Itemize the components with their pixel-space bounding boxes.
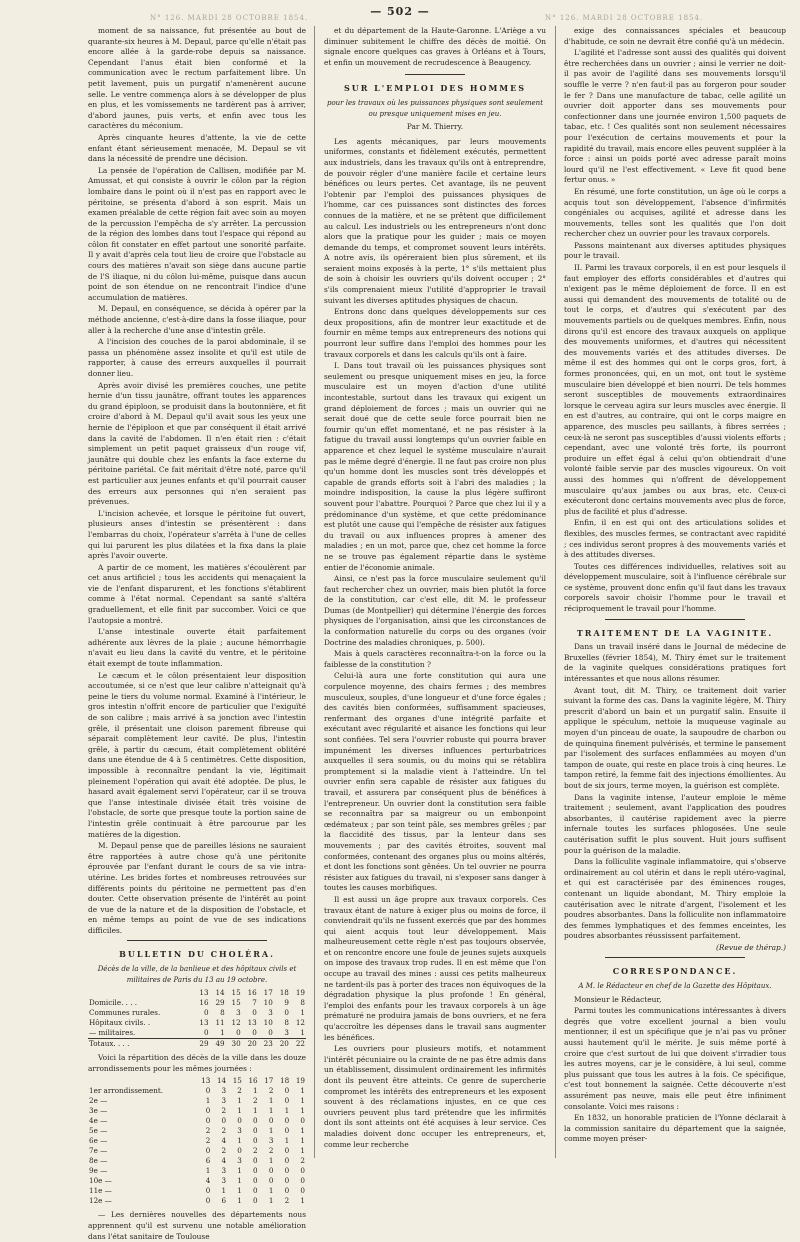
table-cell: 8	[300, 998, 305, 1008]
table-cell: 2	[284, 1196, 290, 1206]
paragraph: Voici la répartition des décès de la ville dans les douze arrondissements pour les mêmes journées :	[88, 1053, 306, 1073]
section-title-correspondance: CORRESPONDANCE.	[612, 966, 738, 977]
table-cell: 29	[215, 998, 225, 1008]
paragraph: En 1832, un honorable praticien de l'Yonne déclarait à la commission sanitaire du département que la saignée, comme moyen préser-	[564, 1113, 786, 1144]
section-rule	[605, 619, 745, 620]
table-cell: 20	[242, 1039, 258, 1050]
row-label: 5e —	[89, 1126, 108, 1136]
table-cell: 3	[268, 1008, 273, 1018]
table-cell: 1	[220, 1028, 225, 1038]
table-cell: 0	[253, 1136, 258, 1146]
table-cell: 3	[236, 1008, 241, 1018]
table-cell: 0	[268, 1176, 274, 1186]
table-cell: 22	[290, 1039, 306, 1050]
section-title-cholera: BULLETIN DU CHOLÉRA.	[119, 949, 275, 960]
day-header: 13	[201, 1076, 211, 1086]
table-cell: 0	[253, 1196, 258, 1206]
table-cell: 7	[252, 998, 257, 1008]
source-citation: (Revue de thérap.)	[716, 942, 786, 952]
table-cell: 16	[199, 998, 209, 1008]
article-subtitle: pour les travaux où les puissances physiques sont seulement ou presque uniquement mises en jeu.	[326, 98, 544, 118]
table-cell: 0	[253, 1156, 258, 1166]
table-cell: 1	[268, 1106, 274, 1116]
row-label: 4e —	[89, 1116, 108, 1126]
table-cell: 1	[205, 1096, 211, 1106]
table-cell: 2	[221, 1146, 227, 1156]
table-cell: 1	[205, 1166, 211, 1176]
paragraph: Dans un travail inséré dans le Journal de médecine de Bruxelles (février 1854), M. Thiry émet sur le traitement de la vaginite quelques considérations pratiques fort intéressantes et que nous allons résumer.	[564, 642, 786, 684]
table-body	[88, 1086, 306, 1206]
table-cell: 1	[300, 1196, 305, 1206]
article-title: SUR L'EMPLOI DES HOMMES	[343, 83, 527, 94]
table-cell: 1	[237, 1096, 242, 1106]
paragraph: Parmi toutes les communications intéressantes à divers degrés que votre excellent journal a bien voulu mentionner, il est un spécifique que je n'ai pas vu prôner aussi hautement qu'il le mérite. Je suis même porté à croire que c'est surtout de lui que doivent s'irradier tous les autres moyens, car je le considère, à lui seul, comme plus puissant que tous les autres à la fois. Ce spécifique, c'est tout bonnement la saignée. Cette découverte n'est assurément pas neuve, mais elle peut être infiniment consolante. Voici mes raisons :	[564, 1006, 786, 1111]
paragraph: Mais à quels caractères reconnaîtra-t-on la force ou la faiblesse de la constitution ?	[324, 649, 546, 669]
table-cell: 2	[253, 1096, 258, 1106]
table-cell: 1	[253, 1086, 258, 1096]
paragraph: Avant tout, dit M. Thiry, ce traitement doit varier suivant la forme des cas. Dans la vaginite légère, M. Thiry prescrit d'abord un bain et un purgatif salin. Ensuite il applique le spéculum, nettoie la muqueuse vaginale au moyen d'un pinceau de ouate, la saupoudre de charbon ou de quinquina finement pulvérisés, et termine le pansement par l'isolement des surfaces enflammées au moyen d'un tampon de ouate, qui reste en place trois à cinq heures. Le tampon retiré, la femme fait des injections émollientes. Au bout de six jours, terme moyen, la guérison est complète.	[564, 685, 786, 790]
table-cell: 0	[253, 1166, 258, 1176]
table-cell: 0	[253, 1116, 258, 1126]
table-cell: 3	[221, 1086, 227, 1096]
table-cell: 0	[252, 1028, 257, 1038]
table-cell: 2	[205, 1126, 211, 1136]
table-cell: 0	[204, 1008, 209, 1018]
table-header-row	[88, 1076, 306, 1086]
table-cell: 2	[300, 1156, 305, 1166]
table-row	[88, 1096, 306, 1106]
table-cell: 12	[295, 1018, 305, 1028]
table-cell: 1	[268, 1126, 274, 1136]
row-label: Communes rurales.	[89, 1008, 161, 1018]
day-header: 19	[295, 1076, 305, 1086]
table-cell: 1	[284, 1106, 290, 1116]
paragraph: En résumé, une forte constitution, un âge où le corps a acquis tout son développement, l'absence d'infirmités congéniales ou acquises, agilité et adresse dans les mouvements, telles sont les qualités que l'on doit rechercher chez un ouvrier pour les travaux corporels.	[564, 186, 786, 239]
table-cell: 2	[268, 1086, 274, 1096]
table-cell: 0	[284, 1086, 290, 1096]
table-cell: 2	[221, 1106, 227, 1116]
table-cell: 6	[205, 1156, 211, 1166]
table-cell: 1	[237, 1186, 242, 1196]
table-row	[88, 1186, 306, 1196]
table-cell: 0	[300, 1166, 305, 1176]
table-row	[88, 1018, 306, 1028]
row-label: 11e —	[89, 1186, 112, 1196]
paragraph: moment de sa naissance, fut présentée au bout de quarante-six heures à M. Depaul, parce qu'elle n'était pas encore allée à la garde-robe depuis sa naissance. Cependant l'anus était bien conformé et la communication avec le rectum parfaitement libre. Un petit lavement, puis un purgatif n'amenèrent aucune selle. Le ventre commença alors à se développer de plus en plus, et les vomissements ne tardèrent pas à arriver, d'abord jaunes, puis verts, et enfin avec tous les caractères du méconium.	[88, 26, 306, 131]
table-cell: 0	[284, 1146, 290, 1156]
section-subtitle: Décès de la ville, de la banlieue et des hôpitaux civils et militaires de Paris du 13 au 19 octobre.	[97, 965, 297, 984]
paragraph: Le cæcum et le côlon présentaient leur disposition accoutumée, si ce n'est que leur calibre n'atteignait qu'à peine le tiers du volume normal. Examiné à l'intérieur, le gros intestin n'offrit encore de particulier que l'exiguïté de son calibre ; mais arrivé à sa jonction avec l'intestin grêle, il présentait une cloison parement fibreuse qui séparait complètement leur cavité. De plus, l'intestin grêle, à partir du cæcum, était complètement oblitéré dans une étendue de 4 à 5 centimètres. Cette disposition, impossible à reconnaître pendant la vie, légitimait pleinement l'opération qui avait été adoptée. De plus, le hasard avait également servi l'opérateur, car il se trouva que l'anse intestinale divisée était très voisine de l'obstacle, de sorte que presque toute la portion saine de l'intestin grêle continuait à être parcourue par les matières de la digestion.	[88, 670, 306, 839]
paragraph: M. Depaul, en conséquence, se décida à opérer par la méthode ancienne, c'est-à-dire dans la fosse iliaque, pour aller à la recherche d'une anse d'intestin grêle.	[88, 304, 306, 335]
paragraph: Celui-là aura une forte constitution qui aura une corpulence moyenne, des chairs fermes ; des membres musculeux, souples, d'une longueur et d'une force égales ; des cavités bien conformées, suffisamment spacieuses, renfermant des organes d'une intégrité parfaite et exécutant avec régularité et aisance les fonctions qui leur sont confiées. Tel sera l'ouvrier robuste qui pourra braver impunément les diverses influences perturbatrices auxquelles il sera soumis, ou du moins qui se rétablira promptement si la maladie vient à l'atteindre. Un tel ouvrier enfin sera capable de résister aux fatigues du travail, et assurera par conséquent plus de bénéfices à l'entrepreneur. Un ouvrier dont la constitution sera faible se reconnaîtra par sa maigreur ou un embonpoint œdémateux ; par son teint pâle, ses membres grêles ; par la flaccidité des tissus, par la lenteur dans ses mouvements ; par des cavités étroites, souvent mal conformées, contenant des organes plus ou moins altérés, et dont les fonctions sont gênées. Un tel ouvrier ne pourra résister aux fatigues du travail, ni s'exposer sans danger à toutes les causes morbifiques.	[324, 671, 546, 893]
paragraph: Toutes ces différences individuelles, relatives soit au développement musculaire, soit à l'influence cérébrale sur ce système, prouvent donc enfin qu'il faut dans les travaux corporels savoir choisir l'homme pour le travail et réciproquement le travail pour l'homme.	[564, 561, 786, 614]
row-label: 7e —	[89, 1146, 108, 1156]
paragraph: Après cinquante heures d'attente, la vie de cette enfant étant sérieusement menacée, M. Depaul se vit dans la nécessité de prendre une décision.	[88, 132, 306, 164]
paragraph: L'agilité et l'adresse sont aussi des qualités qui doivent être recherchées dans un ouvrier ; ainsi le verrier ne doit-il pas avoir de l'agilité dans ses mouvements lorsqu'il souffle le verre ? n'en faut-il pas au forgeron pour souder le fer ? Dans une manufacture de tabac, celle agilité un ouvrier doit apporter dans ses mouvements pour confectionner dans une journée environ 1,500 paquets de tabac, etc. ! Ces qualités sont non seulement nécessaires pour l'exécution de certains mouvements et pour la rapidité du travail, mais encore elles peuvent suppléer à la force : ainsi un poids porté avec adresse paraît moins lourd qu'il ne l'est effectivement. « Leve fit quod bene fertur onus. »	[564, 48, 786, 185]
table-cell: 1	[300, 1106, 305, 1116]
table-row	[88, 1166, 306, 1176]
row-label: Totaux. . . .	[88, 1039, 194, 1050]
day-header: 19	[295, 988, 305, 998]
row-label: 10e —	[89, 1176, 112, 1186]
table-cell: 4	[221, 1136, 227, 1146]
bleed-through-text-right: N° 126. MARDI 28 OCTOBRE 1854.	[545, 14, 704, 22]
table-cell: 1	[268, 1196, 274, 1206]
table-cell: 1	[300, 1146, 305, 1156]
table-cell: 1	[237, 1196, 242, 1206]
table-cell: 0	[268, 1028, 273, 1038]
table-cell: 0	[300, 1116, 305, 1126]
paragraph: Les ouvriers pour plusieurs motifs, et notamment l'intérêt pécuniaire ou la crainte de ne pas être admis dans un établissement, dissimulent ordinairement les infirmités dont ils peuvent être atteints. Ce genre de supercherie compromet les intérêts des entrepreneurs et les exposent souvent à des réclamations injustes, en ce que ces ouvriers peuvent plus tard prétendre que les infirmités dont ils sont atteints ont été acquises à leur service. Ces maladies doivent donc occuper les entrepreneurs, et, comme leur recherche	[324, 1044, 546, 1149]
table-cell: 0	[252, 1008, 257, 1018]
table-cell: 3	[221, 1176, 227, 1186]
table-cell: 1	[268, 1156, 274, 1166]
day-header: 14	[215, 988, 225, 998]
table-cell: 49	[210, 1039, 226, 1050]
row-label: 12e —	[89, 1196, 112, 1206]
table-cell: 1	[300, 1096, 305, 1106]
day-header: 18	[279, 988, 289, 998]
table-cell: 0	[237, 1116, 242, 1126]
table-cell: 1	[268, 1096, 274, 1106]
section-title-vaginite: TRAITEMENT DE LA VAGINITE.	[576, 627, 774, 638]
day-header: 15	[232, 1076, 242, 1086]
table-cell: 1	[300, 1126, 305, 1136]
table-cell: 15	[231, 998, 241, 1008]
paragraph: Entrons donc dans quelques développements sur ces deux propositions, afin de montrer leur exactitude et de fournir en même temps aux entrepreneurs des notions qui pourront leur suffire dans l'emploi des hommes pour les travaux corporels et dans les calculs qu'ils ont à faire.	[324, 307, 546, 359]
table-total-row	[88, 1039, 306, 1050]
paragraph: Passons maintenant aux diverses aptitudes physiques pour le travail.	[564, 240, 786, 261]
table-row	[88, 1116, 306, 1126]
table-cell: 2	[237, 1086, 242, 1096]
table-cell: 0	[236, 1028, 241, 1038]
table-cell: 23	[258, 1039, 274, 1050]
table-cell: 0	[284, 1008, 289, 1018]
table-cell: 3	[284, 1028, 289, 1038]
table-cell: 0	[253, 1126, 258, 1136]
row-label: Domicile. . . .	[89, 998, 138, 1008]
letter-salutation: Monsieur le Rédacteur,	[574, 994, 662, 1004]
table-row	[88, 1156, 306, 1166]
paragraph: — Les dernières nouvelles des départements nous apprennent qu'il est survenu une notable amélioration dans l'état sanitaire de Toulouse	[88, 1210, 306, 1241]
table-cell: 3	[221, 1166, 227, 1176]
row-label: 6e —	[89, 1136, 108, 1146]
paragraph: I. Dans tout travail où les puissances physiques sont seulement ou presque uniquement mises en jeu, la force musculaire est un moyen d'action d'une utilité incontestable, surtout dans les travaux qui exigent un grand déploiement de forces ; mais un ouvrier qui ne serait doué que de cette seule force pourrait bien ne fournir qu'un effet momentané, et ne pas résister à la fatigue du travail aussi longtemps qu'un ouvrier faible en apparence et chez lequel le système musculaire n'aurait pas le même degré d'énergie. Il ne faut pas croire non plus qu'un homme dont les muscles sont très développés et capable de grands efforts soit à l'abri des maladies ; la moindre indisposition, la cause la plus légère suffiront souvent pour l'abattre. Pourquoi ? Parce que chez lui il y a prédominance d'un système, et que cette prédominance est plutôt une cause qui l'empêche de résister aux fatigues du travail ou aux influences propres à amener des maladies ; en un mot, parce que, chez cet homme la force ne se trouve pas également répartie dans le système entier de l'économie animale.	[324, 361, 546, 572]
table-cell: 3	[237, 1156, 242, 1166]
paragraph: Ainsi, ce n'est pas la force musculaire seulement qu'il faut rechercher chez un ouvrier, mais bien plutôt la force de la constitution, car c'est elle, dit M. le professeur Dumas (de Montpellier) qui détermine l'énergie des forces physiques de l'organisation, ainsi que les circonstances de la conformation naturelle du corps ou des organes (voir Doctrine des maladies chroniques, p. 500).	[324, 574, 546, 647]
table-cell: 0	[300, 1176, 305, 1186]
table-row	[88, 1136, 306, 1146]
paragraph: Dans la folliculite vaginale inflammatoire, qui s'observe ordinairement au col utérin et dans le repli utéro-vaginal, et qui est caractérisée par des éminences rouges, contenant un liquide abondant, M. Thiry emploie la cautérisation avec le nitrate d'argent, l'isolement et les poudres absorbantes. Dans la folliculite non inflammatoire des femmes lymphatiques et des femmes enceintes, les poudres absorbantes réussissent parfaitement.	[564, 857, 786, 941]
table-row	[88, 1086, 306, 1096]
table-row	[88, 1196, 306, 1206]
table-cell: 0	[205, 1106, 211, 1116]
column-2	[324, 26, 546, 1160]
table-cell: 1	[284, 1136, 290, 1146]
table-cell: 1	[300, 1086, 305, 1096]
day-header: 13	[199, 988, 209, 998]
table-cell: 1	[237, 1106, 242, 1116]
day-header: 15	[231, 988, 241, 998]
row-label: 8e —	[89, 1156, 108, 1166]
table-cell: 10	[263, 1018, 273, 1028]
bleed-through-text-left: N° 126. MARDI 28 OCTOBRE 1854.	[150, 14, 309, 22]
table-cell: 10	[263, 998, 273, 1008]
section-rule	[405, 74, 465, 75]
table-cell: 0	[284, 1176, 290, 1186]
table-cell: 0	[205, 1196, 211, 1206]
page-number: — 502 —	[370, 5, 430, 18]
table-cell: 8	[284, 1018, 289, 1028]
paragraph: A l'incision des couches de la paroi abdominale, il se passa un phénomène assez insolite et qu'il est utile de rapporter, à cause des erreurs auxquelles il pourrait donner lieu.	[88, 337, 306, 378]
paragraph: Dans la vaginite intense, l'auteur emploie le même traitement ; seulement, avant l'application des poudres absorbantes, il cautérise rapidement avec la pierre infernale toutes les surfaces phlogosées. Une seule cautérisation suffit le plus souvent. Huit jours suffisent pour la guérison de la maladie.	[564, 792, 786, 855]
table-cell: 0	[205, 1086, 211, 1096]
paragraph: La pensée de l'opération de Callisen, modifiée par M. Amussat, et qui consiste à ouvrir le côlon par la région lombaire dans le point où il n'est pas en rapport avec le péritoine, se présenta d'abord à son esprit. Mais un examen préalable de cette région fait avec soin au moyen de la percussion l'empêcha de s'y arrêter. La percussion de la région des lombes dans tout l'espace qui répond au côlon fit constater en effet partout une sonorité parfaite. Il y avait d'après cela tout lieu de croire que l'obstacle au cours des matières n'avait son siège dans aucune partie de l'S iliaque, ni du côlon lui-même, puisque dans aucun point de son étendue on ne rencontrait l'indice d'une accumulation de matières.	[88, 165, 306, 302]
table-cell: 0	[284, 1166, 290, 1176]
paragraph: Après avoir divisé les premières couches, une petite hernie d'un tissu jaunâtre, offrant toutes les apparences du grand épiploon, se produisit dans la boutonnière, et fit croire d'abord à M. Depaul qu'il avait sous les yeux une hernie de l'épiploon et que par conséquent il était arrivé dans la cavité de l'abdomen. Il n'en était rien : c'était simplement un petit paquet graisseux d'un rouge vif, jaunâtre qui double chez les enfants la face externe du péritoine pariétal. Ce fait méritait d'être noté, parce qu'il est particulier aux jeunes enfants et qu'il pourrait causer des erreurs aux personnes qui n'en seraient pas prévenues.	[88, 380, 306, 507]
table-cell: 1	[237, 1136, 242, 1146]
table-cell: 1	[300, 1008, 305, 1018]
table-cell: 9	[284, 998, 289, 1008]
table-cell: 4	[221, 1156, 227, 1166]
paragraph: Enfin, il en est qui ont des articulations solides et flexibles, des muscles fermes, se contractant avec rapidité ; ces individus seront propres à des mouvements variés et à des attitudes diverses.	[564, 518, 786, 560]
paragraph: Il est aussi un âge propre aux travaux corporels. Ces travaux étant de nature à exiger plus ou moins de force, il conviendrait qu'ils ne fussent exercés que par des hommes qui aient acquis tout leur développement. Mais malheureusement cette règle n'est pas toujours observée, et on rencontre encore une foule de jeunes sujets auxquels on impose des travaux trop rudes. Il en est même que l'on occupe au travail des mines : aussi ces petits malheureux ne tardent-ils pas à porter des traces non équivoques de la dégradation physique la plus profonde ! En général, l'emploi des enfants pour les travaux corporels à un âge prématuré ne produira jamais de bons ouvriers, et ne fera qu'accroître les dépenses dans le travail sans augmenter les bénéfices.	[324, 894, 546, 1042]
paragraph: Les agents mécaniques, par leurs mouvements uniformes, constants et fidèlement exécutés, permettent aux industriels, dans les travaux qu'ils ont à entreprendre, de pouvoir régler d'une manière facile et certaine leurs bénéfices ou leurs pertes. Cet avantage, ils ne peuvent l'obtenir par l'emploi des puissances physiques de l'homme, car ces puissances sont distinctes des forces connues de la matière, et ne se prêtent que difficilement au calcul. Les industriels ou les entrepreneurs n'ont donc alors que la pratique pour les guider ; mais ce moyen demande du temps, et compromet souvent leurs intérêts. A notre avis, ils opéreraient bien plus sûrement, et ils seraient moins exposés à la perte, 1° s'ils mettaient plus de soin à choisir les ouvriers qu'ils doivent occuper ; 2° s'ils comprenaient mieux l'utilité d'approprier le travail suivant les diverses aptitudes physiques de chacun.	[324, 136, 546, 305]
column-3	[564, 26, 786, 1160]
paragraph: et du département de la Haute-Garonne. L'Ariège a vu diminuer subitement le chiffre des décès de moitié. On signale encore quelques cas graves à Orléans et à Tours, et enfin un mouvement de recrudescence à Beaugency.	[324, 26, 546, 67]
table-cell: 2	[268, 1146, 274, 1156]
paragraph: L'anse intestinale ouverte était parfaitement adhérente aux lèvres de la plaie ; aucune hémorrhagie n'avait eu lieu dans la cavité du ventre, et le péritoine était exempt de toute inflammation.	[88, 627, 306, 669]
paragraph: M. Depaul pense que de pareilles lésions ne sauraient être rapportées à autre chose qu'à une péritonite éprouvée par l'enfant durant le cours de sa vie intra-utérine. Les brides fortes et nombreuses retrouvées sur différents points du péritoine ne permettent pas d'en douter. Cette observation présente de l'intérêt au point de vue de la nature et de la disposition de l'obstacle, et en même temps au point de vue de ses indications difficiles.	[88, 841, 306, 935]
table-cell: 1	[268, 1186, 274, 1196]
table-row	[88, 998, 306, 1008]
table-cell: 1	[300, 1028, 305, 1038]
table-row	[88, 1146, 306, 1156]
table-cell: 0	[284, 1156, 290, 1166]
row-label: 1er arrondissement.	[89, 1086, 164, 1096]
column-divider	[314, 26, 315, 1158]
column-1	[88, 26, 306, 1241]
table-cell: 0	[300, 1186, 305, 1196]
table-cell: 0	[221, 1116, 227, 1126]
table-row	[88, 1008, 306, 1018]
table-cell: 0	[268, 1166, 274, 1176]
table-cell: 11	[215, 1018, 225, 1028]
table-cell: 29	[194, 1039, 210, 1050]
table-cell: 6	[221, 1196, 227, 1206]
table-cell: 0	[253, 1186, 258, 1196]
letter-address: A M. le Rédacteur en chef de la Gazette des Hôpitaux.	[578, 982, 772, 991]
row-label: 2e —	[89, 1096, 108, 1106]
table-cell: 0	[237, 1146, 242, 1156]
table-cell: 0	[284, 1116, 290, 1126]
table-cell: 1	[300, 1136, 305, 1146]
table-header-row	[88, 988, 306, 998]
column-divider	[555, 26, 556, 1158]
table-cell: 13	[247, 1018, 257, 1028]
row-label: Hôpitaux civils. .	[89, 1018, 151, 1028]
table-cell: 0	[284, 1186, 290, 1196]
paragraph: II. Parmi les travaux corporels, il en est pour lesquels il faut employer des efforts considérables et d'autres qui n'exigent pas le même déploiement de force. Il en est aussi qui demandent des mouvements de totalité ou de tout le corps, et d'autres qui s'exécutent par des mouvements partiels ou de quelques membres. Enfin, nous dirons qu'il est encore des travaux auxquels on applique des mouvements uniformes, et d'autres qui nécessitent des mouvements variés et des attitudes diverses. De même il est des hommes qui ont le corps gros, fort, à formes prononcées, qui, en un mot, ont tout le système musculaire bien développé et bien nourri. De tels hommes seront susceptibles de mouvements extraordinaires lorsque le cerveau agira sur leurs muscles avec énergie. Il en est d'autres, au contraire, qui ont le corps maigre en apparence, des muscles peu saillants, à fibres serrées ; ceux-là ne seront pas susceptibles d'aussi violents efforts ; cependant, avec une volonté très forte, ils pourront produire un effet égal à celui qu'on obtiendrait d'une volonté faible servie par des muscles vigoureux. On voit aussi des hommes qui n'offrent de développement musculaire qu'aux jambes ou aux bras, etc. Ceux-ci exécuteront donc certains mouvements avec plus de force, plus de facilité et plus d'adresse.	[564, 263, 786, 516]
section-rule	[127, 940, 267, 941]
table-cell: 13	[199, 1018, 209, 1028]
article-author: Par M. Thierry.	[406, 122, 464, 132]
table-body	[88, 998, 306, 1049]
table-row	[88, 1176, 306, 1186]
table-cell: 1	[237, 1166, 242, 1176]
day-header: 16	[248, 1076, 258, 1086]
cholera-deaths-table	[88, 988, 306, 1049]
table-cell: 0	[205, 1116, 211, 1126]
row-label: — militaires.	[89, 1028, 136, 1038]
table-cell: 3	[237, 1126, 242, 1136]
section-rule	[605, 957, 745, 958]
row-label: 9e —	[89, 1166, 108, 1176]
table-cell: 0	[205, 1186, 211, 1196]
arrondissement-deaths-table	[88, 1076, 306, 1206]
row-label: 3e —	[89, 1106, 108, 1116]
day-header: 17	[263, 988, 273, 998]
table-cell: 1	[253, 1106, 258, 1116]
table-cell: 2	[253, 1146, 258, 1156]
table-cell: 0	[268, 1116, 274, 1126]
day-header: 17	[264, 1076, 274, 1086]
table-cell: 0	[284, 1126, 290, 1136]
page-header	[0, 2, 800, 22]
table-cell: 2	[221, 1126, 227, 1136]
table-row	[88, 1106, 306, 1116]
day-header: 18	[280, 1076, 290, 1086]
table-row	[88, 1126, 306, 1136]
table-cell: 3	[221, 1096, 227, 1106]
table-row	[88, 1028, 306, 1039]
table-cell: 8	[220, 1008, 225, 1018]
table-cell: 2	[205, 1136, 211, 1146]
paragraph: L'incision achevée, et lorsque le péritoine fut ouvert, plusieurs anses d'intestin se présentèrent : dans l'embarras du choix, l'opérateur s'arrêta à l'une de celles qui lui parurent les plus dilatées et la fixa dans la plaie après l'avoir ouverte.	[88, 508, 306, 561]
table-cell: 3	[268, 1136, 274, 1146]
table-cell: 0	[253, 1176, 258, 1186]
day-header: 16	[247, 988, 257, 998]
paragraph: exige des connaissances spéciales et beaucoup d'habitude, ce soin ne devrait être confié qu'à un médecin.	[564, 26, 786, 46]
table-cell: 12	[231, 1018, 241, 1028]
table-cell: 4	[205, 1176, 211, 1186]
table-cell: 30	[226, 1039, 242, 1050]
table-cell: 20	[274, 1039, 290, 1050]
table-cell: 0	[204, 1028, 209, 1038]
table-cell: 0	[205, 1146, 211, 1156]
day-header: 14	[216, 1076, 227, 1086]
table-cell: 1	[221, 1186, 227, 1196]
table-cell: 1	[237, 1176, 242, 1186]
paragraph: A partir de ce moment, les matières s'écoulèrent par cet anus artificiel ; tous les accidents qui menaçaient la vie de l'enfant disparurent, et les fonctions s'établirent comme à l'état normal. Cependant sa santé s'altéra graduellement, et elle finit par succomber. Voici ce que l'autopsie a montré.	[88, 562, 306, 625]
table-cell: 0	[284, 1096, 290, 1106]
